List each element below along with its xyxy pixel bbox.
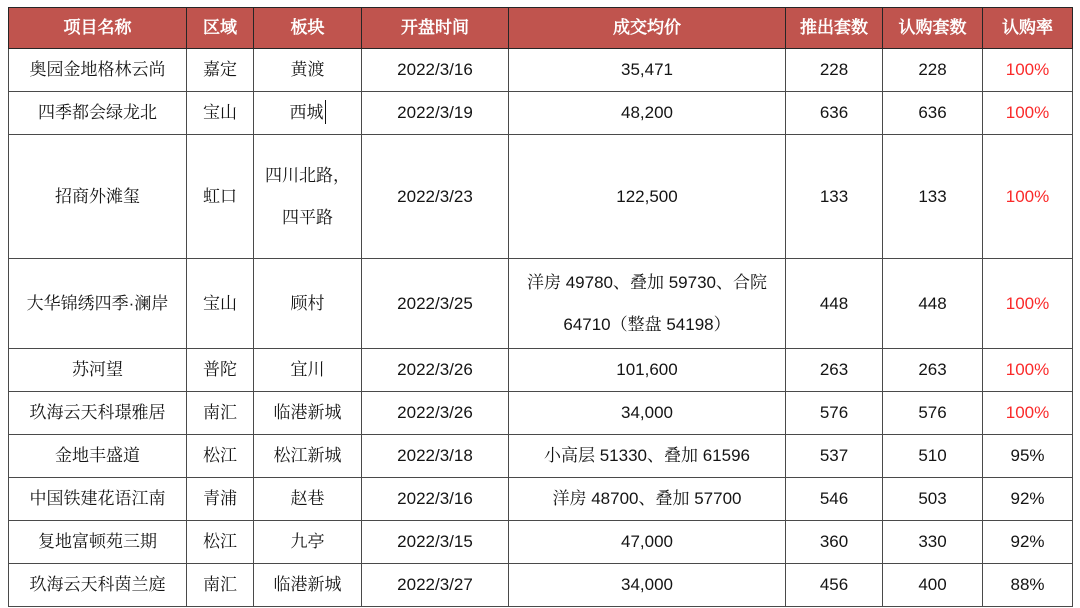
cell-subscription-rate[interactable]: 95% bbox=[983, 435, 1073, 478]
cell-units-offered[interactable]: 448 bbox=[786, 259, 883, 349]
cell-average-price[interactable]: 34,000 bbox=[509, 392, 786, 435]
cell-project-name[interactable]: 大华锦绣四季·澜岸 bbox=[9, 259, 187, 349]
cell-units-offered[interactable]: 133 bbox=[786, 135, 883, 259]
header-subscription-rate[interactable]: 认购率 bbox=[983, 8, 1073, 49]
cell-opening-date[interactable]: 2022/3/26 bbox=[362, 349, 509, 392]
cell-project-name[interactable]: 玖海云天科茵兰庭 bbox=[9, 564, 187, 607]
table-row bbox=[9, 349, 1073, 392]
table-row bbox=[9, 435, 1073, 478]
table-row bbox=[9, 478, 1073, 521]
cell-opening-date[interactable]: 2022/3/18 bbox=[362, 435, 509, 478]
header-opening-date[interactable]: 开盘时间 bbox=[362, 8, 509, 49]
cell-average-price[interactable]: 48,200 bbox=[509, 92, 786, 135]
cell-average-price[interactable]: 小高层 51330、叠加 61596 bbox=[509, 435, 786, 478]
cell-subscription-rate[interactable]: 100% bbox=[983, 392, 1073, 435]
cell-units-offered[interactable]: 228 bbox=[786, 49, 883, 92]
cell-project-name[interactable]: 玖海云天科璟雅居 bbox=[9, 392, 187, 435]
cell-average-price[interactable]: 122,500 bbox=[509, 135, 786, 259]
table-row bbox=[9, 564, 1073, 607]
cell-block[interactable]: 九亭 bbox=[254, 521, 362, 564]
cell-average-price[interactable]: 洋房 49780、叠加 59730、合院 64710（整盘 54198） bbox=[509, 259, 786, 349]
cell-project-name[interactable]: 招商外滩玺 bbox=[9, 135, 187, 259]
cell-subscription-rate[interactable]: 100% bbox=[983, 49, 1073, 92]
cell-average-price[interactable]: 34,000 bbox=[509, 564, 786, 607]
cell-block[interactable]: 黄渡 bbox=[254, 49, 362, 92]
cell-project-name[interactable]: 四季都会绿龙北 bbox=[9, 92, 187, 135]
cell-subscription-rate[interactable]: 88% bbox=[983, 564, 1073, 607]
cell-district[interactable]: 青浦 bbox=[187, 478, 254, 521]
cell-subscription-rate[interactable]: 100% bbox=[983, 92, 1073, 135]
cell-subscription-rate[interactable]: 92% bbox=[983, 478, 1073, 521]
cell-block[interactable]: 赵巷 bbox=[254, 478, 362, 521]
cell-units-offered[interactable]: 263 bbox=[786, 349, 883, 392]
cell-subscription-rate[interactable]: 100% bbox=[983, 349, 1073, 392]
cell-units-subscribed[interactable]: 636 bbox=[883, 92, 983, 135]
cell-units-offered[interactable]: 636 bbox=[786, 92, 883, 135]
cell-subscription-rate[interactable]: 100% bbox=[983, 259, 1073, 349]
cell-opening-date[interactable]: 2022/3/16 bbox=[362, 49, 509, 92]
cell-opening-date[interactable]: 2022/3/19 bbox=[362, 92, 509, 135]
cell-opening-date[interactable]: 2022/3/26 bbox=[362, 392, 509, 435]
cell-subscription-rate[interactable]: 100% bbox=[983, 135, 1073, 259]
cell-district[interactable]: 松江 bbox=[187, 521, 254, 564]
header-average-price[interactable]: 成交均价 bbox=[509, 8, 786, 49]
table-row bbox=[9, 92, 1073, 135]
cell-units-subscribed[interactable]: 510 bbox=[883, 435, 983, 478]
cell-project-name[interactable]: 金地丰盛道 bbox=[9, 435, 187, 478]
cell-average-price[interactable]: 47,000 bbox=[509, 521, 786, 564]
cell-opening-date[interactable]: 2022/3/25 bbox=[362, 259, 509, 349]
cell-average-price[interactable]: 35,471 bbox=[509, 49, 786, 92]
cell-units-offered[interactable]: 537 bbox=[786, 435, 883, 478]
cell-district[interactable]: 宝山 bbox=[187, 259, 254, 349]
table-row bbox=[9, 135, 1073, 259]
cell-district[interactable]: 南汇 bbox=[187, 564, 254, 607]
cell-units-subscribed[interactable]: 400 bbox=[883, 564, 983, 607]
table-row bbox=[9, 521, 1073, 564]
cell-units-subscribed[interactable]: 448 bbox=[883, 259, 983, 349]
cell-units-subscribed[interactable]: 503 bbox=[883, 478, 983, 521]
cell-project-name[interactable]: 中国铁建花语江南 bbox=[9, 478, 187, 521]
cell-block[interactable] bbox=[254, 92, 362, 135]
cell-opening-date[interactable]: 2022/3/27 bbox=[362, 564, 509, 607]
cell-project-name[interactable]: 苏河望 bbox=[9, 349, 187, 392]
cell-district[interactable]: 宝山 bbox=[187, 92, 254, 135]
header-units-offered[interactable]: 推出套数 bbox=[786, 8, 883, 49]
cell-opening-date[interactable]: 2022/3/23 bbox=[362, 135, 509, 259]
new-homes-sales-table bbox=[8, 7, 1073, 607]
header-district[interactable]: 区域 bbox=[187, 8, 254, 49]
cell-block[interactable]: 顾村 bbox=[254, 259, 362, 349]
cell-block[interactable]: 四川北路，四平路 bbox=[254, 135, 362, 259]
cell-units-offered[interactable]: 576 bbox=[786, 392, 883, 435]
header-project-name[interactable]: 项目名称 bbox=[9, 8, 187, 49]
cell-units-subscribed[interactable]: 263 bbox=[883, 349, 983, 392]
cell-units-subscribed[interactable]: 228 bbox=[883, 49, 983, 92]
cell-block[interactable]: 临港新城 bbox=[254, 392, 362, 435]
header-block[interactable]: 板块 bbox=[254, 8, 362, 49]
cell-units-subscribed[interactable]: 133 bbox=[883, 135, 983, 259]
cell-units-offered[interactable]: 456 bbox=[786, 564, 883, 607]
table-header-row bbox=[9, 8, 1073, 49]
cell-average-price[interactable]: 101,600 bbox=[509, 349, 786, 392]
cell-average-price[interactable]: 洋房 48700、叠加 57700 bbox=[509, 478, 786, 521]
cell-district[interactable]: 松江 bbox=[187, 435, 254, 478]
cell-district[interactable]: 南汇 bbox=[187, 392, 254, 435]
table-row bbox=[9, 392, 1073, 435]
cell-district[interactable]: 嘉定 bbox=[187, 49, 254, 92]
cell-units-subscribed[interactable]: 576 bbox=[883, 392, 983, 435]
cell-subscription-rate[interactable]: 92% bbox=[983, 521, 1073, 564]
cell-block[interactable]: 宜川 bbox=[254, 349, 362, 392]
table-row bbox=[9, 49, 1073, 92]
cell-block[interactable]: 临港新城 bbox=[254, 564, 362, 607]
cell-block[interactable]: 松江新城 bbox=[254, 435, 362, 478]
cell-opening-date[interactable]: 2022/3/16 bbox=[362, 478, 509, 521]
cell-units-offered[interactable]: 360 bbox=[786, 521, 883, 564]
cell-project-name[interactable]: 复地富顿苑三期 bbox=[9, 521, 187, 564]
text-cursor bbox=[325, 100, 326, 124]
cell-district[interactable]: 普陀 bbox=[187, 349, 254, 392]
cell-district[interactable]: 虹口 bbox=[187, 135, 254, 259]
header-units-subscribed[interactable]: 认购套数 bbox=[883, 8, 983, 49]
cell-block-text: 西城 bbox=[289, 103, 324, 122]
cell-units-offered[interactable]: 546 bbox=[786, 478, 883, 521]
cell-project-name[interactable]: 奥园金地格林云尚 bbox=[9, 49, 187, 92]
cell-units-subscribed[interactable]: 330 bbox=[883, 521, 983, 564]
cell-opening-date[interactable]: 2022/3/15 bbox=[362, 521, 509, 564]
table-row bbox=[9, 259, 1073, 349]
